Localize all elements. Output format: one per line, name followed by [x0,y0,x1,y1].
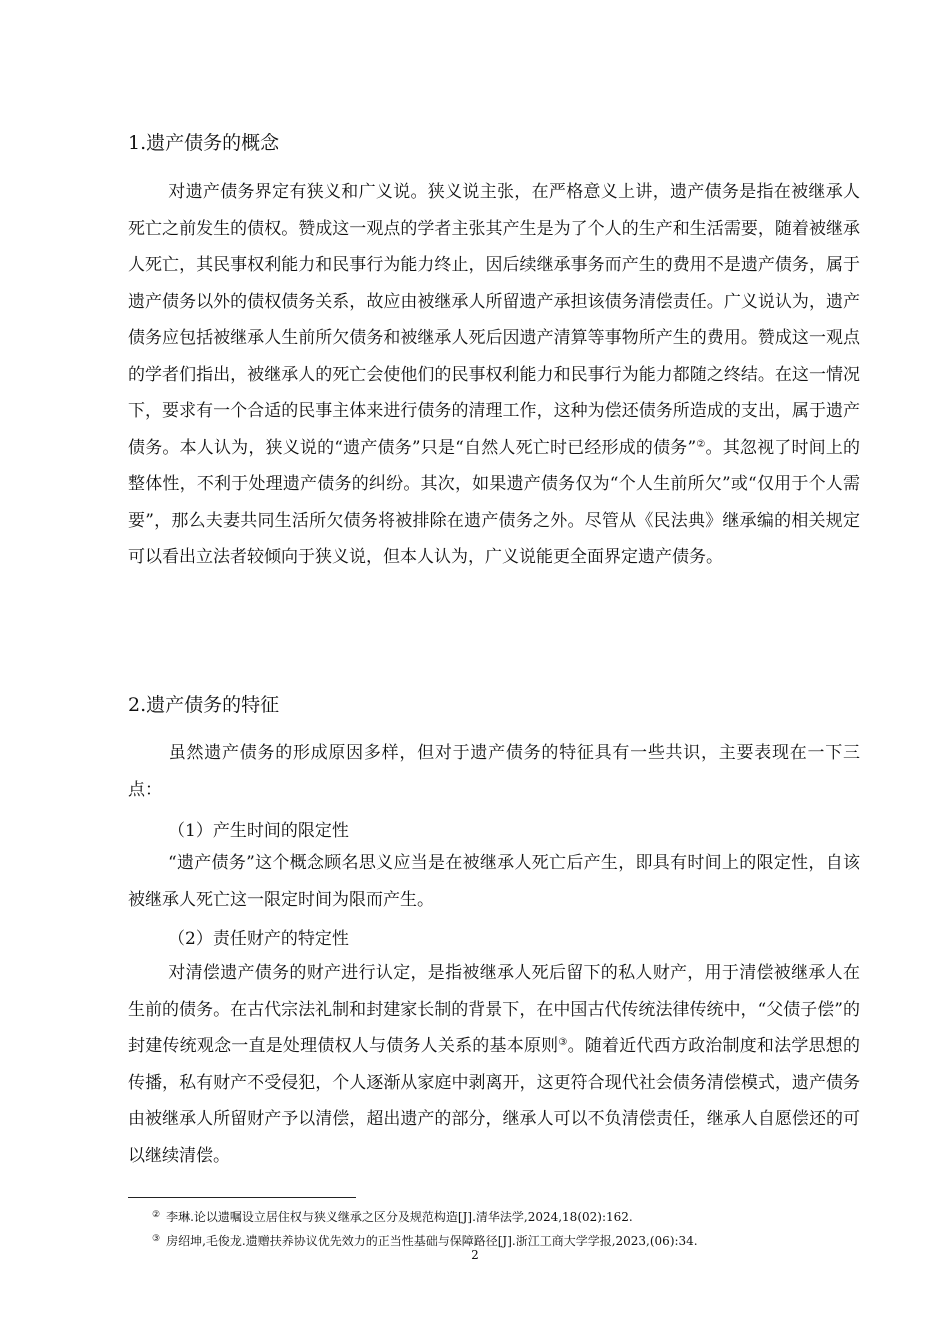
footnote-ref-3[interactable]: ③ [558,1037,568,1048]
footnote-text: 李琳.论以遗嘱设立居住权与狭义继承之区分及规范构造[J].清华法学,2024,18(02):162. [166,1210,633,1224]
footnote-text: 房绍坤,毛俊龙.遗赠扶养协议优先效力的正当性基础与保障路径[J].浙江工商大学学报,2023,(06):34. [166,1234,698,1248]
footnote-3 [152,1232,698,1249]
subsection-1-text: “遗产债务”这个概念顾名思义应当是在被继承人死亡后产生，即具有时间上的限定性，自该被继承人死亡这一限定时间为限而产生。 [128,853,860,910]
subheading-2: （2）责任财产的特定性 [168,929,349,949]
section-1-heading: 1.遗产债务的概念 [128,132,280,154]
subsection-2-text-cont: 。随着近代西方政治制度和法学思想的传播，私有财产不受侵犯，个人逐渐从家庭中剥离开，这更符合现代社会债务清偿模式，遗产债务由被继承人所留财产予以清偿，超出遗产的部分，继承人可以不负清偿责任，继承人自愿偿还的可以继续清偿。 [128,1036,861,1166]
section-2-intro [128,735,860,808]
section-1-text: 对遗产债务界定有狭义和广义说。狭义说主张，在严格意义上讲，遗产债务是指在被继承人死亡之前发生的债权。赞成这一观点的学者主张其产生是为了个人的生产和生活需要，随着被继承人死亡，其民事权利能力和民事行为能力终止，因后续继承事务而产生的费用不是遗产债务，属于遗产债务以外的债权债务关系，故应由被继承人所留遗产承担该债务清偿责任。广义说认为，遗产债务应包括被继承人生前所欠债务和被继承人死后因遗产清算等事物所产生的费用。赞成这一观点的学者们指出，被继承人的死亡会使他们的民事权利能力和民事行为能力都随之终结。在这一情况下，要求有一个合适的民事主体来进行债务的清理工作，这种为偿还债务所造成的支出，属于遗产债务。本人认为，狭义说的“遗产债务”只是“自然人死亡时已经形成的债务” [128,182,860,458]
section-2-intro-text: 虽然遗产债务的形成原因多样，但对于遗产债务的特征具有一些共识，主要表现在一下三点： [128,743,860,800]
page-number: 2 [471,1248,479,1262]
subsection-2-paragraph [128,955,860,1174]
section-1-text-cont: 。其忽视了时间上的整体性，不利于处理遗产债务的纠纷。其次，如果遗产债务仅为“个人生前所欠”或“仅用于个人需要”，那么夫妻共同生活所欠债务将被排除在遗产债务之外。尽管从《民法典》继承编的相关规定可以看出立法者较倾向于狭义说，但本人认为，广义说能更全面界定遗产债务。 [128,437,861,567]
footnote-mark: ③ [152,1234,161,1244]
section-2-heading: 2.遗产债务的特征 [128,694,280,716]
subsection-1-paragraph [128,845,860,918]
footnote-ref-2[interactable]: ② [696,438,706,450]
footnote-mark: ② [152,1210,161,1220]
subheading-1: （1）产生时间的限定性 [168,821,349,841]
subsection-2-text: 对清偿遗产债务的财产进行认定，是指被继承人死后留下的私人财产，用于清偿被继承人在生前的债务。在古代宗法礼制和封建家长制的背景下，在中国古代传统法律传统中，“父债子偿”的封建传统观念一直是处理债权人与债务人关系的基本原则 [128,963,860,1056]
footnote-divider [128,1197,356,1198]
footnote-2 [152,1208,633,1225]
section-1-paragraph [128,174,860,576]
